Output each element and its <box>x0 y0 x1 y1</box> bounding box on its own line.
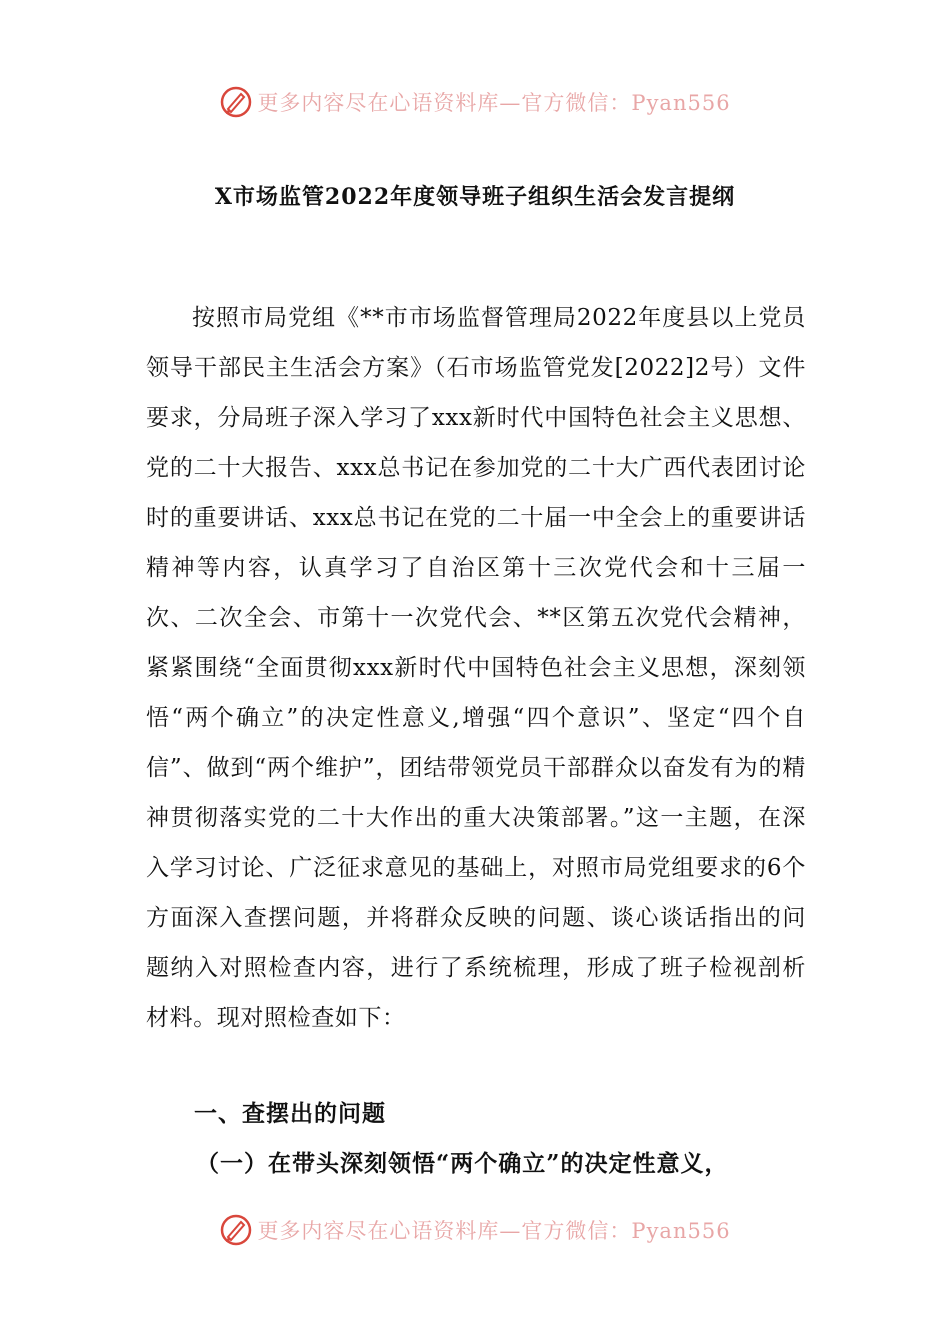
pen-circle-logo-icon <box>219 85 253 119</box>
watermark-top <box>0 82 950 122</box>
watermark-bottom <box>0 1210 950 1250</box>
pen-circle-logo-icon <box>219 1213 253 1247</box>
section-heading: 一、查摆出的问题 <box>194 1100 386 1127</box>
document-title: X市场监管2022年度领导班子组织生活会发言提纲 <box>214 184 736 210</box>
watermark-text: 更多内容尽在心语资料库—官方微信：Pyan556 <box>257 91 731 115</box>
watermark-text: 更多内容尽在心语资料库—官方微信：Pyan556 <box>257 1219 731 1243</box>
body-paragraph: 按照市局党组《**市市场监督管理局2022年度县以上党员领导干部民主生活会方案》（石市场监管党发[2022]2号）文件要求，分局班子深入学习了xxx新时代中国特色社会主义思想、党的二十大报告、xxx总书记在参加党的二十大广西代表团讨论时的重要讲话、xxx总书记在党的二十届一中全会上的重要讲话精神等内容，认真学习了自治区第十三次党代会和十三届一次、二次全会、市第十一次党代会、**区第五次党代会精神，紧紧围绕“全面贯彻xxx新时代中国特色社会主义思想，深刻领悟“两个确立”的决定性意义,增强“四个意识”、坚定“四个自信”、做到“两个维护”，团结带领党员干部群众以奋发有为的精神贯彻落实党的二十大作出的重大决策部署。”这一主题，在深入学习讨论、广泛征求意见的基础上，对照市局党组要求的6个方面深入查摆问题，并将群众反映的问题、谈心谈话指出的问题纳入对照检查内容，进行了系统梳理，形成了班子检视剖析材料。现对照检查如下： <box>146 305 806 1031</box>
subsection-heading: （一）在带头深刻领悟“两个确立”的决定性意义， <box>196 1150 729 1177</box>
